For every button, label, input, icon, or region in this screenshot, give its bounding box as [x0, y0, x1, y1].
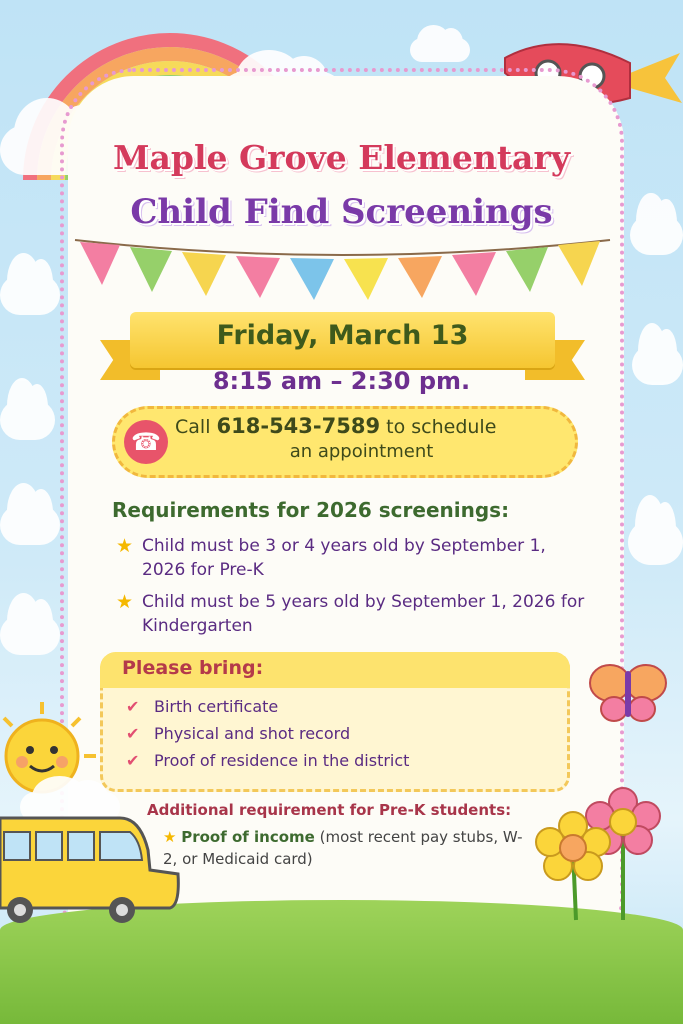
- phone-icon: ☎: [124, 420, 168, 464]
- additional-bold: Proof of income: [181, 828, 315, 846]
- cloud: [410, 38, 470, 62]
- butterfly-icon: [588, 655, 668, 727]
- check-icon: ✔: [126, 751, 140, 770]
- list-item: [163, 826, 533, 870]
- bunting-banner: [70, 230, 615, 310]
- cloud: [0, 615, 60, 655]
- cloud: [0, 505, 60, 545]
- check-icon: ✔: [126, 697, 140, 716]
- title-school: Maple Grove Elementary: [112, 138, 571, 177]
- bring-text: Birth certificate: [154, 697, 279, 716]
- additional-heading: Additional requirement for Pre-K students:: [147, 801, 512, 819]
- school-bus-icon: [0, 810, 180, 925]
- star-icon: ★: [116, 535, 134, 557]
- list-item: [126, 697, 278, 716]
- phone-number[interactable]: 618-543-7589: [216, 414, 381, 438]
- list-item: [126, 724, 350, 743]
- title-event: Child Find Screenings: [130, 192, 553, 232]
- additional-rest: (most recent pay stubs, W-2, or Medicaid card): [163, 828, 523, 868]
- please-bring-heading: Please bring:: [122, 657, 264, 679]
- requirements-heading: Requirements for 2026 screenings:: [112, 498, 510, 522]
- call-line-1: [175, 414, 496, 438]
- bring-text: Physical and shot record: [154, 724, 351, 743]
- requirement-text: Child must be 5 years old by September 1, 2026 for Kindergarten: [142, 592, 585, 636]
- list-item: [116, 590, 596, 638]
- check-icon: ✔: [126, 724, 140, 743]
- bring-text: Proof of residence in the district: [154, 751, 410, 770]
- star-icon: ★: [163, 828, 177, 846]
- event-time: 8:15 am – 2:30 pm.: [212, 367, 471, 395]
- cloud: [0, 400, 55, 440]
- list-item: [116, 534, 596, 582]
- call-line-2: an appointment: [289, 441, 434, 462]
- star-icon: ★: [116, 591, 134, 613]
- list-item: [126, 751, 409, 770]
- requirement-text: Child must be 3 or 4 years old by September 1, 2026 for Pre-K: [142, 536, 546, 580]
- cloud: [628, 520, 683, 565]
- cloud: [0, 275, 60, 315]
- event-date: Friday, March 13: [216, 320, 469, 351]
- call-prefix: Call: [175, 416, 211, 438]
- call-suffix: to schedule: [386, 416, 497, 438]
- flower-icon: [528, 780, 683, 930]
